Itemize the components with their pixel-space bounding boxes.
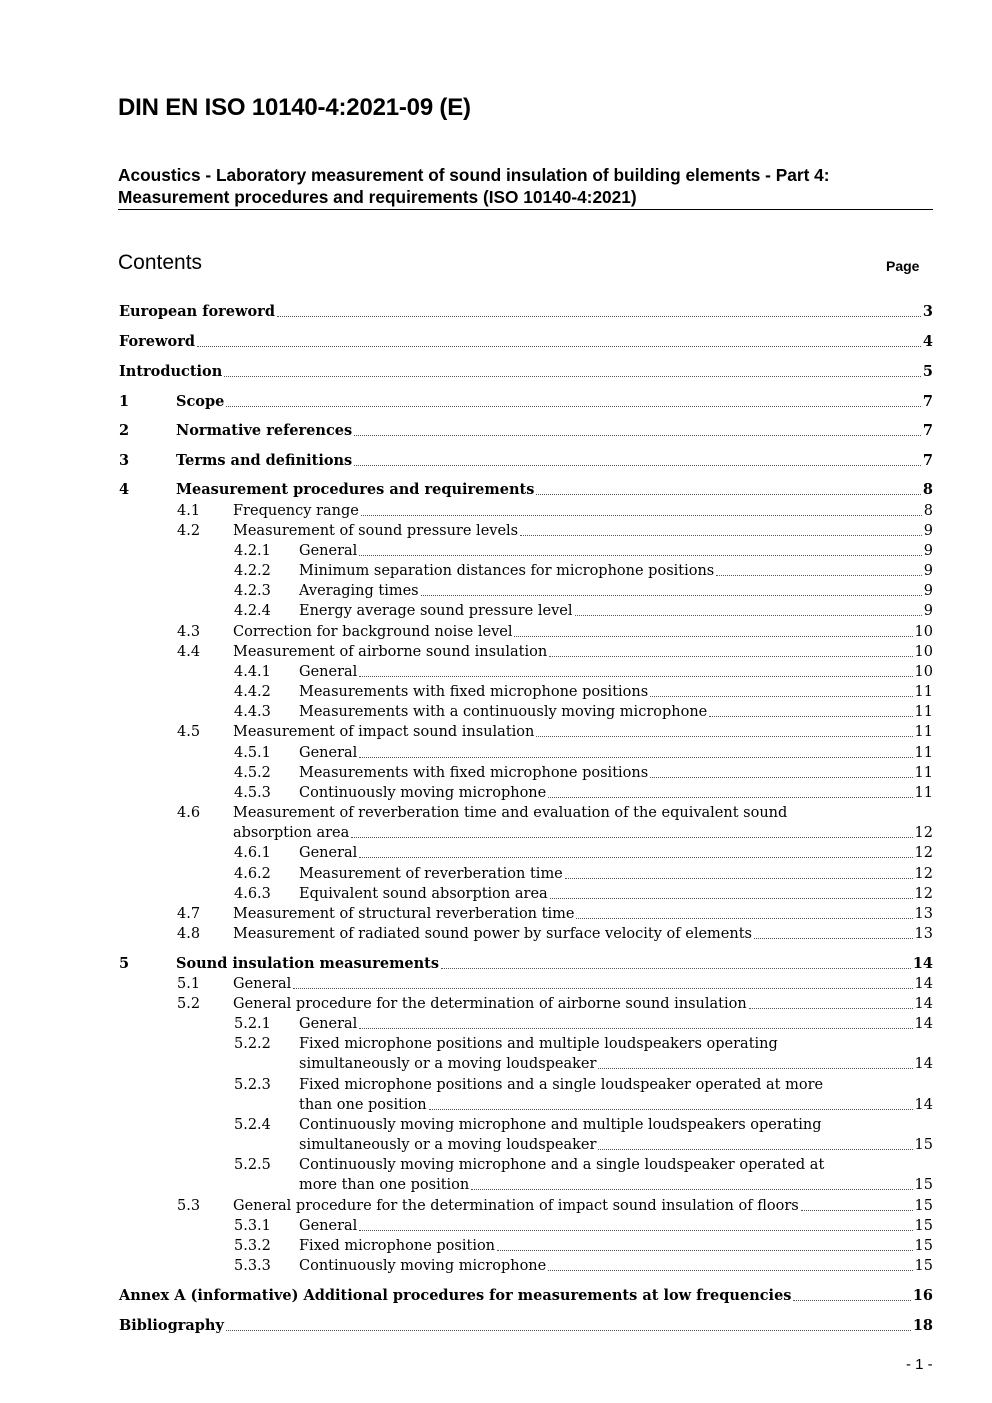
toc-entry[interactable] <box>119 601 933 621</box>
toc-dot-leader <box>550 898 913 899</box>
toc-entry-title: Correction for background noise level <box>233 624 513 640</box>
toc-entry-title: Introduction <box>119 363 223 380</box>
toc-entry[interactable] <box>119 421 933 441</box>
toc-entry-title: General <box>299 543 358 559</box>
toc-dot-leader <box>354 465 921 466</box>
toc-entry[interactable] <box>119 864 933 884</box>
toc-entry-title: Scope <box>176 393 225 410</box>
toc-dot-leader <box>497 1250 913 1251</box>
toc-entry-page: 15 <box>914 1258 933 1274</box>
toc-entry-number: 4.1 <box>177 503 201 519</box>
toc-entry-page: 12 <box>914 866 933 882</box>
toc-dot-leader <box>650 777 912 778</box>
toc-dot-leader <box>549 656 912 657</box>
toc-entry-page: 14 <box>914 1016 933 1032</box>
toc-entry-number: 5.3.3 <box>234 1258 271 1274</box>
toc-entry-title: Measurement of reverberation time <box>299 866 563 882</box>
toc-entry-title: General <box>233 976 292 992</box>
toc-entry-number: 4.6.2 <box>234 866 271 882</box>
toc-dot-leader <box>548 1270 912 1271</box>
toc-entry[interactable] <box>119 451 933 471</box>
subtitle-line-2: Measurement procedures and requirements (ISO 10140-4:2021) <box>118 187 637 207</box>
toc-entry-number: 4.6.1 <box>234 845 271 861</box>
toc-entry[interactable] <box>119 541 933 561</box>
toc-dot-leader <box>197 346 921 347</box>
toc-entry-title: Minimum separation distances for microphone positions <box>299 563 715 579</box>
toc-entry-title: General <box>299 1016 358 1032</box>
toc-dot-leader <box>429 1109 913 1110</box>
toc-dot-leader <box>359 555 921 556</box>
toc-entry-title: General procedure for the determination of impact sound insulation of floors <box>233 1198 799 1214</box>
toc-entry[interactable] <box>119 332 933 352</box>
toc-entry-page: 11 <box>914 785 933 801</box>
toc-entry-number: 5.1 <box>177 976 201 992</box>
toc-entry-page: 4 <box>922 333 933 350</box>
toc-entry-number: 5.3 <box>177 1198 201 1214</box>
toc-entry-page: 3 <box>922 303 933 320</box>
toc-dot-leader <box>565 878 913 879</box>
toc-dot-leader <box>359 1230 912 1231</box>
toc-entry[interactable] <box>119 743 933 763</box>
toc-dot-leader <box>359 676 912 677</box>
toc-entry-page: 12 <box>914 825 933 841</box>
toc-entry-page: 12 <box>914 886 933 902</box>
toc-entry[interactable] <box>119 904 933 924</box>
toc-dot-leader <box>359 1028 912 1029</box>
toc-entry-title: Fixed microphone position <box>299 1238 496 1254</box>
toc-entry-title-continued: than one position <box>299 1097 427 1113</box>
toc-dot-leader <box>598 1068 912 1069</box>
toc-entry-number: 2 <box>119 422 130 439</box>
toc-dot-leader <box>576 918 912 919</box>
toc-dot-leader <box>709 716 912 717</box>
toc-dot-leader <box>359 757 912 758</box>
toc-entry[interactable] <box>119 362 933 382</box>
toc-entry-number: 4.5 <box>177 724 201 740</box>
subtitle-line-1: Acoustics - Laboratory measurement of sound insulation of building elements - Part 4: <box>118 165 830 185</box>
toc-entry-number: 4.7 <box>177 906 201 922</box>
toc-entry-title: Foreword <box>119 333 195 350</box>
toc-entry-title: Sound insulation measurements <box>176 955 440 972</box>
toc-entry-number: 4.4 <box>177 644 201 660</box>
toc-entry[interactable] <box>119 1034 933 1074</box>
toc-dot-leader <box>361 515 922 516</box>
toc-entry-title: General <box>299 845 358 861</box>
toc-entry-title: Measurement of structural reverberation time <box>233 906 575 922</box>
toc-entry-number: 4.8 <box>177 926 201 942</box>
toc-entry-page: 7 <box>922 452 933 469</box>
toc-entry-title: Measurements with a continuously moving microphone <box>299 704 708 720</box>
toc-dot-leader <box>548 797 912 798</box>
toc-dot-leader <box>749 1008 913 1009</box>
toc-entry-number: 4.2 <box>177 523 201 539</box>
toc-entry-title: Measurement of airborne sound insulation <box>233 644 548 660</box>
toc-entry-page: 10 <box>914 664 933 680</box>
toc-entry-title: Fixed microphone positions and multiple loudspeakers operating <box>299 1036 778 1052</box>
toc-entry[interactable] <box>119 974 933 994</box>
toc-entry-number: 4.6.3 <box>234 886 271 902</box>
toc-entry-number: 4 <box>119 481 130 498</box>
toc-entry[interactable] <box>119 763 933 783</box>
toc-entry-page: 7 <box>922 422 933 439</box>
toc-entry[interactable] <box>119 501 933 521</box>
toc-entry-number: 4.4.2 <box>234 684 271 700</box>
toc-dot-leader <box>598 1149 912 1150</box>
toc-dot-leader <box>520 535 922 536</box>
toc-entry-number: 5.2.4 <box>234 1117 271 1133</box>
toc-entry[interactable] <box>119 722 933 742</box>
toc-entry-title: Measurement of sound pressure levels <box>233 523 519 539</box>
toc-dot-leader <box>351 837 912 838</box>
toc-entry-title: Annex A (informative) Additional procedures for measurements at low frequencies <box>119 1287 792 1304</box>
toc-dot-leader <box>536 494 921 495</box>
toc-entry-title: General <box>299 1218 358 1234</box>
toc-dot-leader <box>224 376 921 377</box>
toc-entry-title: Measurement procedures and requirements <box>176 481 535 498</box>
toc-entry-title: Fixed microphone positions and a single loudspeaker operated at more <box>299 1077 824 1093</box>
toc-dot-leader <box>754 938 913 939</box>
toc-entry-page: 9 <box>923 523 933 539</box>
toc-entry[interactable] <box>119 1014 933 1034</box>
toc-dot-leader <box>650 696 912 697</box>
toc-dot-leader <box>514 636 912 637</box>
toc-entry[interactable] <box>119 302 933 322</box>
toc-entry-title-continued: simultaneously or a moving loudspeaker <box>299 1137 597 1153</box>
toc-entry[interactable] <box>119 702 933 722</box>
toc-entry-page: 12 <box>914 845 933 861</box>
toc-entry[interactable] <box>119 783 933 803</box>
toc-entry-number: 5.2.1 <box>234 1016 271 1032</box>
toc-dot-leader <box>293 988 912 989</box>
toc-entry-number: 5 <box>119 955 130 972</box>
toc-entry-title: Equivalent sound absorption area <box>299 886 548 902</box>
toc-entry-title: Measurements with fixed microphone positions <box>299 765 649 781</box>
toc-entry-number: 4.2.4 <box>234 603 271 619</box>
toc-dot-leader <box>277 316 921 317</box>
toc-entry-page: 9 <box>923 603 933 619</box>
toc-entry[interactable] <box>119 1196 933 1216</box>
toc-dot-leader <box>359 857 912 858</box>
toc-entry-page: 15 <box>914 1238 933 1254</box>
toc-entry-page: 8 <box>923 503 933 519</box>
toc-entry-page: 11 <box>914 724 933 740</box>
toc-entry-number: 4.2.1 <box>234 543 271 559</box>
toc-entry-number: 4.5.3 <box>234 785 271 801</box>
toc-entry[interactable] <box>119 924 933 944</box>
toc-entry-page: 5 <box>922 363 933 380</box>
toc-entry-number: 3 <box>119 452 130 469</box>
toc-entry-page: 10 <box>914 624 933 640</box>
toc-entry-title: Terms and definitions <box>176 452 353 469</box>
toc-entry[interactable] <box>119 682 933 702</box>
toc-entry-number: 1 <box>119 393 130 410</box>
toc-entry-page: 9 <box>923 563 933 579</box>
toc-entry[interactable] <box>119 622 933 642</box>
toc-entry-number: 4.4.1 <box>234 664 271 680</box>
toc-entry-number: 5.3.1 <box>234 1218 271 1234</box>
toc-dot-leader <box>575 615 922 616</box>
toc-entry[interactable] <box>119 954 933 974</box>
toc-entry-page: 13 <box>914 926 933 942</box>
toc-entry-title: Frequency range <box>233 503 359 519</box>
toc-entry-number: 4.6 <box>177 805 201 821</box>
toc-entry-page: 8 <box>922 481 933 498</box>
document-title: DIN EN ISO 10140-4:2021-09 (E) <box>118 94 471 121</box>
toc-entry-page: 15 <box>914 1137 933 1153</box>
toc-entry[interactable] <box>119 1316 933 1336</box>
toc-entry[interactable] <box>119 1075 933 1115</box>
toc-entry-page: 15 <box>914 1198 933 1214</box>
toc-entry-title: Continuously moving microphone <box>299 1258 547 1274</box>
toc-entry[interactable] <box>119 884 933 904</box>
toc-dot-leader <box>354 435 921 436</box>
toc-entry-page: 11 <box>914 684 933 700</box>
toc-entry-title: Continuously moving microphone <box>299 785 547 801</box>
toc-entry-title: Measurements with fixed microphone positions <box>299 684 649 700</box>
footer-page-number: - 1 - <box>906 1356 933 1373</box>
toc-entry-title: European foreword <box>119 303 275 320</box>
toc-entry-number: 4.5.1 <box>234 745 271 761</box>
toc-entry-number: 4.5.2 <box>234 765 271 781</box>
toc-entry-title-continued: absorption area <box>233 825 350 841</box>
toc-entry-number: 5.2 <box>177 996 201 1012</box>
toc-entry-page: 18 <box>912 1317 933 1334</box>
toc-entry[interactable] <box>119 1256 933 1276</box>
toc-entry[interactable] <box>119 392 933 412</box>
toc-entry-number: 4.2.3 <box>234 583 271 599</box>
toc-entry-page: 14 <box>912 955 933 972</box>
toc-entry-title: Energy average sound pressure level <box>299 603 573 619</box>
toc-entry-title: Bibliography <box>119 1317 224 1334</box>
toc-entry[interactable] <box>119 1286 933 1306</box>
toc-dot-leader <box>226 406 921 407</box>
toc-entry-title: Averaging times <box>299 583 419 599</box>
toc-entry-title: Measurement of radiated sound power by surface velocity of elements <box>233 926 752 942</box>
toc-dot-leader <box>471 1189 912 1190</box>
toc-entry-number: 4.4.3 <box>234 704 271 720</box>
toc-entry[interactable] <box>119 642 933 662</box>
toc-entry[interactable] <box>119 994 933 1014</box>
toc-entry-page: 11 <box>914 765 933 781</box>
toc-entry-page: 9 <box>923 583 933 599</box>
toc-entry[interactable] <box>119 803 933 843</box>
toc-entry-page: 16 <box>912 1287 933 1304</box>
toc-entry-number: 4.2.2 <box>234 563 271 579</box>
toc-entry[interactable] <box>119 1155 933 1195</box>
toc-entry-page: 14 <box>914 1056 933 1072</box>
toc-entry-page: 10 <box>914 644 933 660</box>
toc-entry-title: General procedure for the determination of airborne sound insulation <box>233 996 747 1012</box>
toc-entry-number: 5.2.3 <box>234 1077 271 1093</box>
toc-entry-number: 4.3 <box>177 624 201 640</box>
toc-entry-title: Continuously moving microphone and a single loudspeaker operated at <box>299 1157 825 1173</box>
toc-entry-page: 9 <box>923 543 933 559</box>
toc-entry[interactable] <box>119 1115 933 1155</box>
toc-entry-title: General <box>299 745 358 761</box>
toc-dot-leader <box>793 1300 910 1301</box>
toc-entry-title: Continuously moving microphone and multiple loudspeakers operating <box>299 1117 822 1133</box>
toc-dot-leader <box>716 575 922 576</box>
toc-dot-leader <box>801 1210 913 1211</box>
toc-entry-page: 15 <box>914 1218 933 1234</box>
toc-entry-title: Measurement of reverberation time and evaluation of the equivalent sound <box>233 805 788 821</box>
toc-entry-page: 7 <box>922 393 933 410</box>
toc-entry-number: 5.2.5 <box>234 1157 271 1173</box>
contents-heading: Contents <box>118 251 203 274</box>
toc-entry[interactable] <box>119 521 933 541</box>
toc-entry-page: 14 <box>914 996 933 1012</box>
page-column-heading: Page <box>886 258 920 274</box>
toc-entry-page: 14 <box>914 1097 933 1113</box>
toc-entry-number: 5.3.2 <box>234 1238 271 1254</box>
toc-entry-page: 11 <box>914 704 933 720</box>
toc-entry[interactable] <box>119 581 933 601</box>
toc-entry-page: 13 <box>914 906 933 922</box>
toc-entry[interactable] <box>119 480 933 500</box>
toc-dot-leader <box>536 736 912 737</box>
toc-entry-title: General <box>299 664 358 680</box>
toc-entry-page: 14 <box>914 976 933 992</box>
toc-dot-leader <box>226 1330 911 1331</box>
toc-entry-number: 5.2.2 <box>234 1036 271 1052</box>
toc-entry[interactable] <box>119 561 933 581</box>
toc-entry-title: Normative references <box>176 422 353 439</box>
toc-dot-leader <box>421 595 922 596</box>
toc-dot-leader <box>441 968 911 969</box>
toc-entry-title-continued: more than one position <box>299 1177 470 1193</box>
toc-entry[interactable] <box>119 662 933 682</box>
toc-entry-page: 15 <box>914 1177 933 1193</box>
toc-entry-title: Measurement of impact sound insulation <box>233 724 535 740</box>
toc-entry-title-continued: simultaneously or a moving loudspeaker <box>299 1056 597 1072</box>
toc-entry[interactable] <box>119 1216 933 1236</box>
toc-entry[interactable] <box>119 1236 933 1256</box>
toc-entry-page: 11 <box>914 745 933 761</box>
toc-entry[interactable] <box>119 843 933 863</box>
